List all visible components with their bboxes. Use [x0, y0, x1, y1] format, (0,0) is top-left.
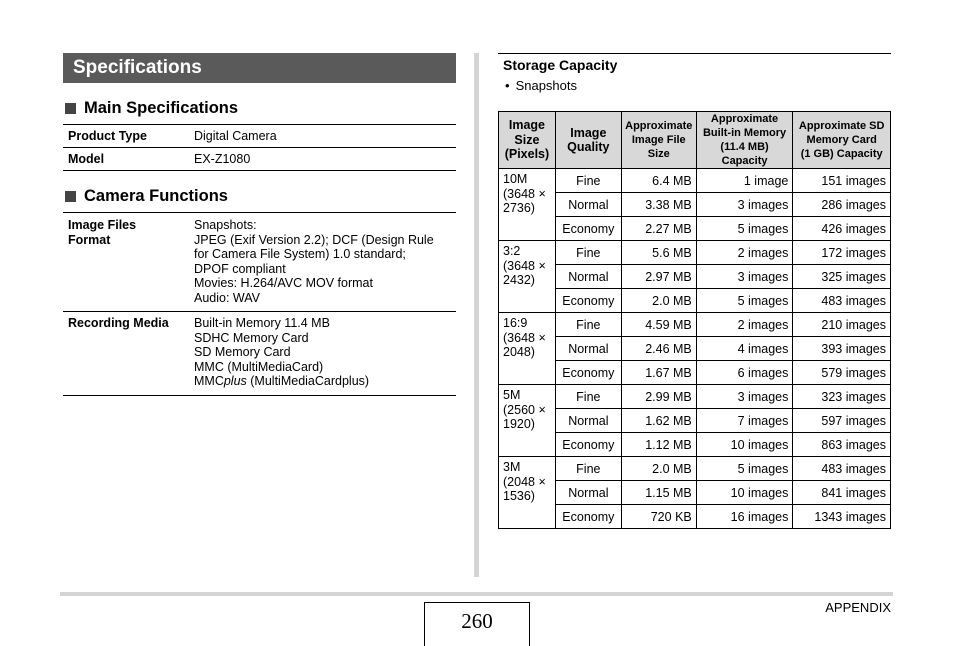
builtin-capacity-cell: 10 images	[696, 433, 793, 457]
quality-cell: Normal	[555, 481, 621, 505]
header-line: Quality	[567, 140, 610, 154]
quality-cell: Fine	[555, 457, 621, 481]
quality-cell: Normal	[555, 265, 621, 289]
spec-value: EX-Z1080	[189, 148, 456, 171]
header-line: Image	[508, 118, 545, 133]
builtin-capacity-cell: 2 images	[696, 241, 793, 265]
storage-capacity-title: Storage Capacity	[503, 57, 618, 73]
table-row	[499, 409, 891, 433]
camera-functions-heading-text: Camera Functions	[84, 186, 228, 205]
header-line: Image	[570, 125, 607, 140]
sd-capacity-cell: 1343 images	[793, 505, 891, 529]
spec-value-line: Audio: WAV	[194, 290, 260, 305]
image-size-line: (3648 ×	[503, 186, 546, 201]
storage-capacity-table	[498, 111, 891, 529]
image-size-cell	[499, 457, 556, 529]
table-row	[499, 193, 891, 217]
sd-capacity-cell: 286 images	[793, 193, 891, 217]
file-size-cell: 1.15 MB	[621, 481, 696, 505]
header-line: Image File	[631, 134, 686, 146]
image-size-line: 1536)	[503, 489, 535, 503]
quality-cell: Fine	[555, 241, 621, 265]
table-row	[499, 289, 891, 313]
builtin-capacity-cell: 10 images	[696, 481, 793, 505]
spec-value-line: for Camera File System) 1.0 standard;	[194, 247, 406, 261]
spec-value-line: Built-in Memory 11.4 MB	[194, 316, 330, 330]
spec-value-line	[194, 374, 451, 389]
spec-value-line: JPEG (Exif Version 2.2); DCF (Design Rule	[194, 232, 434, 247]
file-size-cell: 2.0 MB	[621, 457, 696, 481]
spec-value	[189, 213, 456, 312]
main-specifications-table	[63, 124, 456, 171]
header-file-size	[621, 112, 696, 169]
image-size-line: 3:2	[503, 244, 521, 258]
square-bullet-icon	[65, 103, 76, 114]
header-line: Approximate	[710, 113, 779, 125]
file-size-cell: 1.62 MB	[621, 409, 696, 433]
page-title: Specifications	[63, 53, 456, 83]
sd-capacity-cell: 210 images	[793, 313, 891, 337]
spec-value: Digital Camera	[189, 125, 456, 148]
header-image-quality	[555, 112, 621, 169]
header-line-group	[624, 119, 694, 161]
file-size-cell: 2.99 MB	[621, 385, 696, 409]
file-size-cell: 1.67 MB	[621, 361, 696, 385]
table-row	[499, 505, 891, 529]
table-header-row	[499, 112, 891, 169]
table-row	[499, 169, 891, 193]
section-label: APPENDIX	[825, 600, 891, 615]
footer-rule	[60, 592, 893, 596]
header-line: (Pixels)	[504, 147, 550, 162]
file-size-cell: 2.46 MB	[621, 337, 696, 361]
image-size-line: 3M	[503, 460, 521, 474]
camera-functions-table	[63, 212, 456, 396]
snapshots-label: Snapshots	[515, 78, 577, 93]
quality-cell: Normal	[555, 193, 621, 217]
sd-capacity-cell: 483 images	[793, 457, 891, 481]
builtin-capacity-cell: 5 images	[696, 217, 793, 241]
sd-capacity-cell: 863 images	[793, 433, 891, 457]
table-row	[499, 241, 891, 265]
table-row	[499, 457, 891, 481]
file-size-cell: 720 KB	[621, 505, 696, 529]
header-image-size	[499, 112, 556, 169]
header-line: Approximate SD	[798, 120, 885, 132]
quality-cell: Fine	[555, 169, 621, 193]
builtin-capacity-cell: 3 images	[696, 385, 793, 409]
sd-capacity-cell: 151 images	[793, 169, 891, 193]
builtin-capacity-cell: 5 images	[696, 289, 793, 313]
sd-capacity-cell: 426 images	[793, 217, 891, 241]
builtin-capacity-cell: 5 images	[696, 457, 793, 481]
table-row	[499, 313, 891, 337]
quality-cell: Economy	[555, 289, 621, 313]
file-size-cell: 5.6 MB	[621, 241, 696, 265]
image-size-cell	[499, 169, 556, 241]
header-line: Size	[514, 132, 540, 147]
mmc-prefix: MMC	[194, 374, 224, 388]
square-bullet-icon	[65, 191, 76, 202]
quality-cell: Fine	[555, 385, 621, 409]
header-line: Memory Card	[806, 134, 877, 146]
header-line: Size	[647, 148, 670, 160]
table-row	[63, 148, 456, 171]
spec-key: Product Type	[63, 125, 189, 148]
image-size-line: 2432)	[503, 273, 535, 287]
file-size-cell: 1.12 MB	[621, 433, 696, 457]
builtin-capacity-cell: 16 images	[696, 505, 793, 529]
spec-value-line: MMC (MultiMediaCard)	[194, 359, 324, 374]
spec-value-line: Snapshots:	[194, 218, 257, 232]
main-specifications-heading-text: Main Specifications	[84, 98, 239, 117]
image-size-line: (2048 ×	[503, 474, 546, 489]
quality-cell: Normal	[555, 337, 621, 361]
image-size-line: 2736)	[503, 201, 535, 215]
image-size-line: 2048)	[503, 345, 535, 359]
quality-cell: Economy	[555, 361, 621, 385]
image-size-cell	[499, 385, 556, 457]
spec-value	[189, 312, 456, 396]
header-line: (11.4 MB) Capacity	[720, 141, 769, 167]
storage-capacity-body	[499, 169, 891, 529]
file-size-cell: 4.59 MB	[621, 313, 696, 337]
table-row	[63, 213, 456, 312]
spec-key-line: Format	[68, 232, 111, 247]
sd-capacity-cell: 325 images	[793, 265, 891, 289]
right-column	[498, 53, 891, 524]
builtin-capacity-cell: 6 images	[696, 361, 793, 385]
image-size-line: 10M	[503, 172, 528, 186]
sd-capacity-cell: 393 images	[793, 337, 891, 361]
file-size-cell: 2.0 MB	[621, 289, 696, 313]
builtin-capacity-cell: 4 images	[696, 337, 793, 361]
builtin-capacity-cell: 2 images	[696, 313, 793, 337]
image-size-line: (3648 ×	[503, 258, 546, 273]
sd-capacity-cell: 841 images	[793, 481, 891, 505]
spec-key: Model	[63, 148, 189, 171]
table-row	[499, 433, 891, 457]
header-builtin-capacity	[696, 112, 793, 169]
main-specifications-heading	[63, 97, 456, 119]
header-line: Built-in Memory	[702, 127, 787, 139]
image-size-line: 5M	[503, 388, 521, 402]
sd-capacity-cell: 323 images	[793, 385, 891, 409]
builtin-capacity-cell: 3 images	[696, 265, 793, 289]
quality-cell: Normal	[555, 409, 621, 433]
header-line: Approximate	[625, 120, 693, 132]
quality-cell: Economy	[555, 217, 621, 241]
sd-capacity-cell: 597 images	[793, 409, 891, 433]
builtin-capacity-cell: 7 images	[696, 409, 793, 433]
table-row	[499, 265, 891, 289]
image-size-cell	[499, 241, 556, 313]
bullet-icon: •	[505, 78, 510, 93]
image-size-line: 1920)	[503, 417, 535, 431]
header-sd-capacity	[793, 112, 891, 169]
mmc-suffix: (MultiMediaCardplus)	[246, 374, 370, 388]
table-row	[499, 361, 891, 385]
table-row	[499, 385, 891, 409]
image-size-line: 16:9	[503, 316, 528, 330]
left-column	[63, 53, 456, 396]
sd-capacity-cell: 579 images	[793, 361, 891, 385]
builtin-capacity-cell: 3 images	[696, 193, 793, 217]
sd-capacity-cell: 483 images	[793, 289, 891, 313]
table-row	[499, 337, 891, 361]
file-size-cell: 3.38 MB	[621, 193, 696, 217]
quality-cell: Economy	[555, 505, 621, 529]
header-line-group	[699, 112, 791, 168]
spec-value-line: DPOF compliant	[194, 261, 286, 276]
table-row	[63, 312, 456, 396]
file-size-cell: 2.27 MB	[621, 217, 696, 241]
storage-capacity-header	[498, 53, 891, 93]
spec-value-line: SDHC Memory Card	[194, 330, 309, 345]
table-row	[499, 481, 891, 505]
table-row	[499, 217, 891, 241]
snapshots-bullet-item	[503, 78, 891, 93]
spec-key: Recording Media	[63, 312, 189, 396]
spec-key-line: Image Files	[68, 218, 137, 232]
header-line: (1 GB) Capacity	[800, 148, 883, 160]
image-size-line: (3648 ×	[503, 330, 546, 345]
builtin-capacity-cell: 1 image	[696, 169, 793, 193]
mmc-italic: plus	[223, 374, 247, 388]
sd-capacity-cell: 172 images	[793, 241, 891, 265]
table-row	[63, 125, 456, 148]
spec-value-line: Movies: H.264/AVC MOV format	[194, 276, 373, 290]
file-size-cell: 6.4 MB	[621, 169, 696, 193]
image-size-cell	[499, 313, 556, 385]
spec-value-line: SD Memory Card	[194, 345, 291, 359]
quality-cell: Fine	[555, 313, 621, 337]
column-divider	[474, 53, 479, 577]
quality-cell: Economy	[555, 433, 621, 457]
spec-key	[63, 213, 189, 312]
file-size-cell: 2.97 MB	[621, 265, 696, 289]
header-line-group	[795, 119, 888, 161]
page-number: 260	[424, 602, 530, 646]
image-size-line: (2560 ×	[503, 402, 546, 417]
camera-functions-heading	[63, 185, 456, 207]
